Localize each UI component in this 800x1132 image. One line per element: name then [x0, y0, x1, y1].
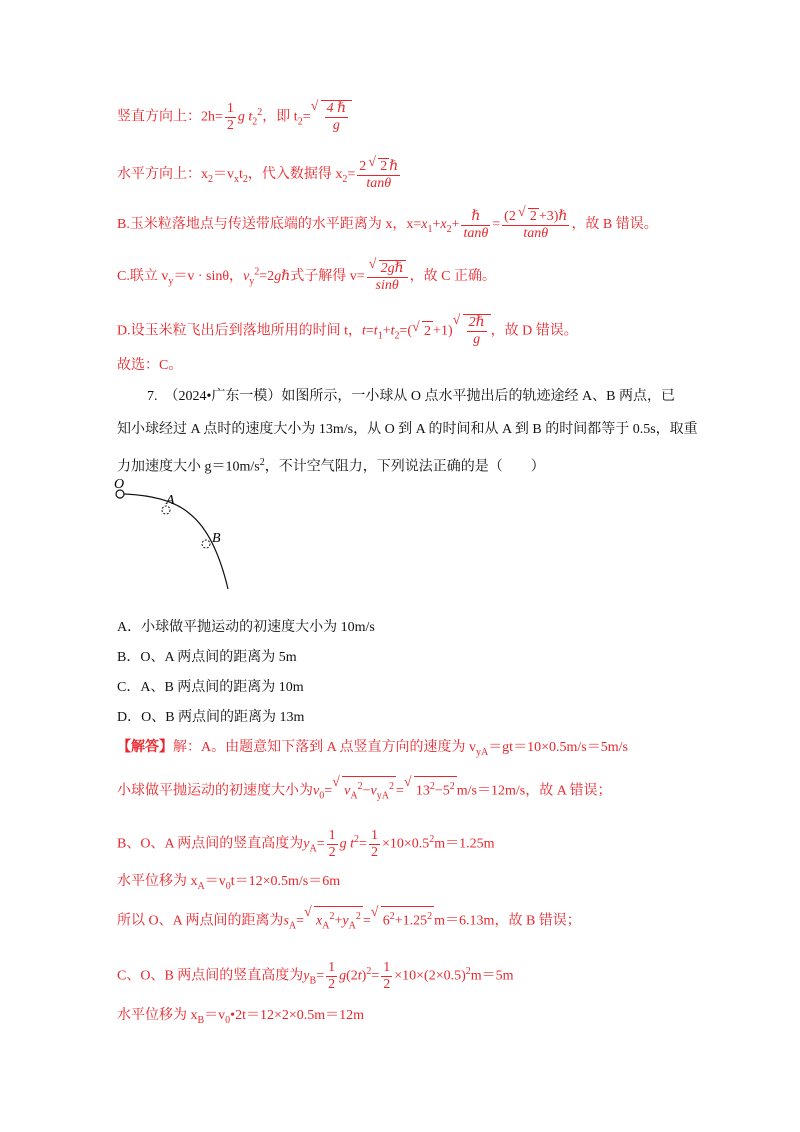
label-b: B	[212, 531, 221, 546]
option-c: C．A、B 两点间的距离为 10m	[117, 680, 304, 695]
trajectory-figure	[110, 474, 250, 599]
answer-line-2: 小球做平抛运动的初速度大小为$v_0=√$ $v_A^2-v_{yA}^2$ =√ $13^2-5^2$ m/s＝12m/s，故 A 错误；	[117, 776, 612, 806]
label-o: O	[114, 477, 125, 492]
answer-line-1: 【解答】解：A。由题意知下落到 A 点竖直方向的速度为 $v_{yA}=gt=10\times 0.5m/s=5m/s$	[117, 740, 628, 758]
solution-vertical-line: 竖直方向上：2h= $\frac{1}{2}$ g $t_2^2$，即 $t_2=$ √ $\frac{\text{4 ℏ}}{g}$	[117, 100, 352, 134]
trajectory-svg	[110, 474, 250, 594]
option-b-analysis: B.玉米粒落地点与传送带底端的水平距离为 x，$x=x_1+x_2+$ $\frac{\text{ℏ}}{\tan\theta}$ = $\frac{\text{(2√ 2 +3)ℏ}}{\tan\theta}$ ，故 B 错误。	[117, 208, 658, 242]
answer-line-5: 所以 O、A 两点间的距离为$s_A=√$ $x_A^2+y_A^2$ =√ $6^2+1.25^2$ m＝6.13m，故 B 错误；	[117, 906, 581, 936]
answer-choice: 故选：C。	[117, 358, 183, 373]
solution-horizontal-line: 水平方向上：$x_2=v_xt_2$，代入数据得 $x_2=$ $\frac{\text{2√ 2 ℏ}}{\tan\theta}$	[117, 158, 402, 192]
answer-line-7: 水平位移为 $x_B=v_0•2t=12\times 2\times 0.5m=12m$	[117, 1008, 365, 1026]
point-b-marker	[202, 540, 210, 548]
option-c-analysis: C.联立 $v_y=v \cdot \sin\theta$，$v_y^2=2g\hbar$式子解得 v= √ $\frac{\text{2gℏ}}{\sin\theta}$ ，故 C 正确。	[117, 260, 496, 294]
text: 竖直方向上：2h=	[117, 109, 223, 125]
label-a: A	[166, 493, 175, 508]
answer-line-3: B、O、A 两点间的竖直高度为$y_A=$ $\frac{1}{2}$ g $t^2=$ $\frac{1}{2}$ $\times 10\times 0.5^2m=1.25m$	[117, 828, 495, 860]
answer-line-4: 水平位移为 $x_A=v_0t=12\times 0.5m/s=6m$	[117, 874, 341, 892]
option-d: D．O、B 两点间的距离为 13m	[117, 710, 305, 725]
answer-line-6: C、O、B 两点间的竖直高度为$y_B=$ $\frac{1}{2}$ $g(2t)^2=$ $\frac{1}{2}$ $\times 10\times(2\times 0.5)^2m=5m$	[117, 960, 514, 992]
option-d-analysis: D.设玉米粒飞出后到落地所用的时间 t，$t=t_1+t_2=(√$ 2 +1) √ $\frac{\text{2ℏ}}{g}$ ，故 D 错误。	[117, 314, 578, 348]
fraction: $\frac{1}{2}$	[226, 101, 234, 133]
option-b: B．O、A 两点间的距离为 5m	[117, 650, 297, 665]
option-a: A．小球做平抛运动的初速度大小为 10m/s	[117, 620, 375, 635]
question-7: 7. （2024•广东一模）如图所示，一小球从 O 点水平抛出后的轨迹途经 A、B 两点，已 知小球经过 A 点时的速度大小为 13m/s，从 O 到 A 的时间和从 A 到 B 的时间都等于 0.5s，取重 力加速度大小 $g=10m/s^2$，不计空气阻力，下列说法正确的是（ ）	[117, 389, 698, 475]
